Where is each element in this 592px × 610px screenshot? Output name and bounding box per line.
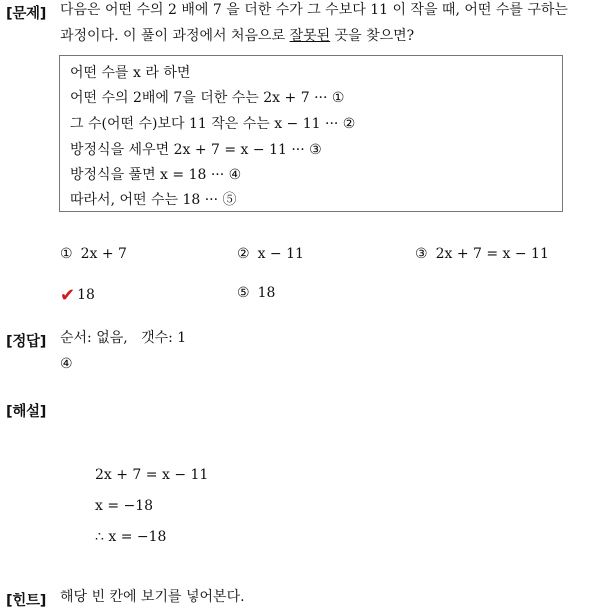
question-line-2-start: 과정이다. 이 풀이 과정에서 처음으로 xyxy=(60,28,290,44)
box-line-1: 어떤 수를 x 라 하면 xyxy=(70,65,191,81)
solution-line-2: x = −18 xyxy=(95,498,154,514)
choice-1-number: ① xyxy=(60,246,73,262)
box-line-6: 따라서, 어떤 수는 18 ··· ⑤ xyxy=(70,192,237,208)
checkmark-icon: ✔ xyxy=(60,285,76,306)
question-line-2-end: 곳을 찾으면? xyxy=(330,28,415,44)
box-line-5: 방정식을 풀면 x = 18 ··· ④ xyxy=(70,167,242,183)
choice-4[interactable] xyxy=(60,285,95,306)
question-text xyxy=(60,0,588,49)
answer-meta: 순서: 없음, 갯수: 1 xyxy=(60,330,187,346)
box-line-3: 그 수(어떤 수)보다 11 작은 수는 x − 11 ··· ② xyxy=(70,116,356,132)
choice-5[interactable] xyxy=(237,285,275,301)
choice-3-number: ③ xyxy=(415,246,428,262)
question-line-2 xyxy=(60,23,588,49)
box-line-4: 방정식을 세우면 2x + 7 = x − 11 ··· ③ xyxy=(70,142,322,158)
choice-1-text: 2x + 7 xyxy=(80,246,127,262)
answer-label: [정답] xyxy=(6,334,47,350)
choice-1[interactable] xyxy=(60,246,127,262)
box-line-2: 어떤 수의 2배에 7을 더한 수는 2x + 7 ··· ① xyxy=(70,90,345,106)
answer-value: ④ xyxy=(60,356,73,372)
solution-line-1: 2x + 7 = x − 11 xyxy=(95,467,209,483)
solution-process-box xyxy=(59,55,563,212)
choice-2-text: x − 11 xyxy=(257,246,304,262)
explanation-label: [해설] xyxy=(6,404,47,420)
underlined-word: 잘못된 xyxy=(289,28,331,44)
choice-3-text: 2x + 7 = x − 11 xyxy=(435,246,549,262)
hint-label: [힌트] xyxy=(6,593,47,609)
choice-3[interactable] xyxy=(415,246,549,262)
problem-label: [문제] xyxy=(6,6,47,22)
hint-text: 해당 빈 칸에 보기를 넣어본다. xyxy=(60,589,245,605)
solution-line-3: ∴ x = −18 xyxy=(95,529,167,545)
choice-2[interactable] xyxy=(237,246,304,262)
choice-5-number: ⑤ xyxy=(237,285,250,301)
choice-5-text: 18 xyxy=(257,285,276,301)
choice-4-text: 18 xyxy=(77,287,95,303)
choice-2-number: ② xyxy=(237,246,250,262)
question-line-1: 다음은 어떤 수의 2 배에 7 을 더한 수가 그 수보다 11 이 작을 때, 어떤 수를 구하는 xyxy=(60,2,568,18)
